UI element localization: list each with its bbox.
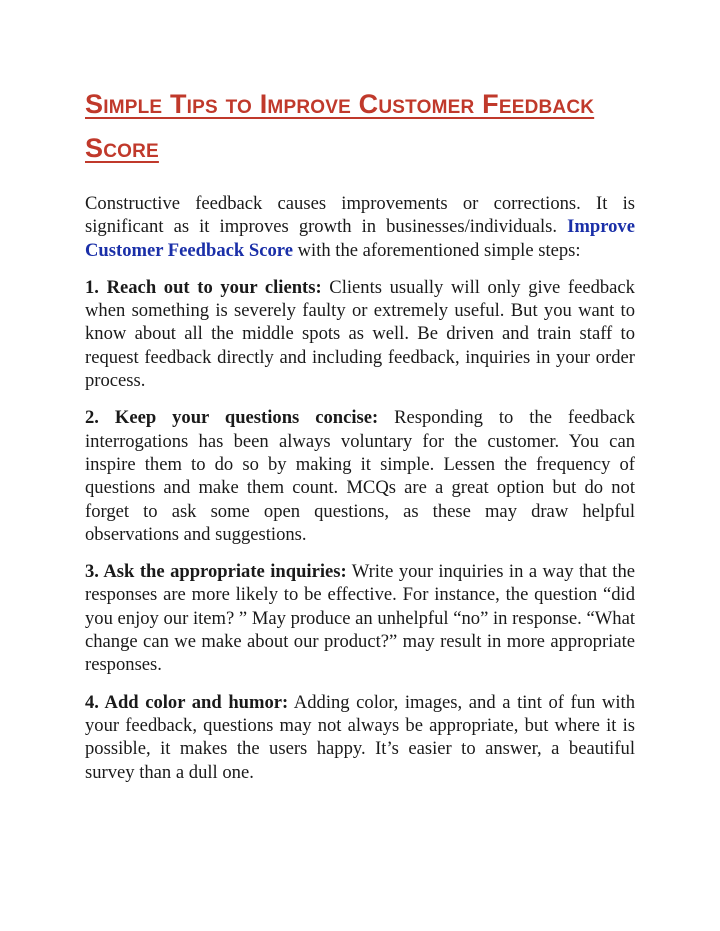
tip-heading: 3. Ask the appropriate inquiries: [85, 561, 347, 583]
tip-heading: 2. Keep your questions concise: [85, 407, 379, 429]
tip-body: Adding color, images, and a tint of fun with your feedback, questions may not always be appropriate, but where it is possible, it makes the users happy. It’s easier to answer, a beautiful survey than a dull one. [85, 691, 635, 783]
tip-paragraph-1 [85, 276, 635, 392]
page-title-text: Simple Tips to Improve Customer Feedback Score [85, 89, 595, 163]
tip-paragraph-2 [85, 406, 635, 546]
page-title [85, 0, 635, 170]
improve-feedback-score-link[interactable]: Improve Customer Feedback Score [85, 216, 635, 261]
intro-text-before: Constructive feedback causes improvements or corrections. It is significant as it improves growth in businesses/individuals. [85, 193, 635, 238]
tip-heading: 1. Reach out to your clients: [85, 276, 322, 298]
tip-paragraph-4 [85, 691, 635, 784]
tip-body: Clients usually will only give feedback when something is severely faulty or extremely useful. But you want to know about all the middle spots as well. Be driven and train staff to request feedback directly and including feedback, inquiries in your order process. [85, 276, 635, 392]
intro-text-after: with the aforementioned simple steps: [292, 239, 581, 261]
intro-paragraph [85, 192, 635, 262]
tip-paragraph-3 [85, 560, 635, 676]
tip-heading: 4. Add color and humor: [85, 691, 289, 713]
document-page [85, 0, 635, 784]
tip-body: Responding to the feedback interrogations has been always voluntary for the customer. You can inspire them to do so by making it simple. Lessen the frequency of questions and make them count. MCQs are a great option but do not forget to ask some open questions, as these may draw helpful observations and suggestions. [85, 407, 635, 545]
tip-body: Write your inquiries in a way that the responses are more likely to be effective. For instance, the question “did you enjoy our item? ” May produce an unhelpful “no” in response. “What change can we make about our product?” may result in more appropriate responses. [85, 561, 636, 676]
